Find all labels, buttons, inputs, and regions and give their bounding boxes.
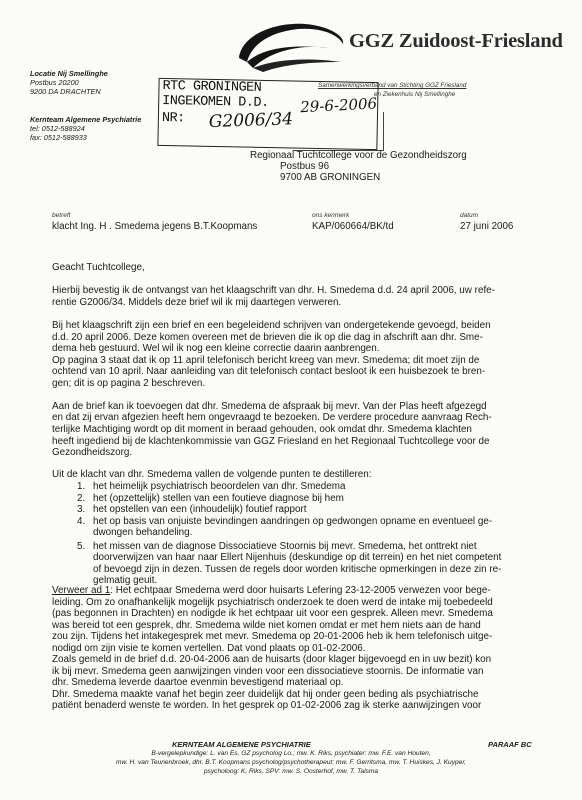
addressee-block	[250, 150, 467, 184]
verweer-first-line: : Het echtpaar Smedema werd door huisarts Lefering 23-12-2005 verwezen voor bege-	[110, 585, 491, 596]
sender-fax: fax: 0512-588933	[30, 132, 87, 142]
list-item-number: 2.	[77, 492, 86, 504]
reference-date	[460, 212, 513, 232]
list-item-line: doorverwijzen van haar naar Ellert Nijenhuis (deskundige op dit terrein) en het niet competent	[93, 552, 502, 564]
paragraph-line: en dat zij ervan afgezien heeft hem ongevraagd te bezoeken. De verdere procedure aanvraag Rech-	[52, 412, 492, 424]
paragraph-line: heeft ingediend bij de klachtenkommissie van GGZ Friesland en het Regionaal Tuchtcollege voor de	[52, 435, 490, 447]
reference-value: klacht Ing. H . Smedema jegens B.T.Koopmans	[52, 221, 258, 232]
paragraph	[52, 285, 562, 308]
paragraph	[52, 320, 562, 424]
list-item	[77, 516, 577, 539]
complaint-points-list	[77, 481, 577, 587]
paragraph-line: Op pagina 3 staat dat ik op 11 april telefonisch bericht kreeg van mevr. Smedema; dit moet zijn de	[52, 354, 480, 366]
paragraph-line: zou zijn. Tijdens het intakegesprek met mevr. Smedema op 20-01-2006 heb ik hem telefonisch uitge-	[52, 631, 493, 643]
footer-paraaf: PARAAF BC	[488, 740, 532, 749]
footer-line: B-vergelepkundige: L. van Es, GZ psycholog Lo.; mw. K. Riks, psychiater: mw. F.E. van Houten,	[151, 750, 431, 757]
list-item-line: het missen van de diagnose Dissociatieve Stoornis bij mevr. Smedema, het onttrekt niet	[93, 540, 477, 552]
stamp-handwritten-number: G2006/34	[208, 109, 294, 133]
sender-team	[30, 116, 141, 142]
salutation: Geacht Tuchtcollege,	[52, 262, 145, 273]
paragraph-line: Bij het klaagschrift zijn een brief en een begeleidend schrijven van ondergetekende gevoegd, beiden	[52, 320, 491, 331]
paragraph-line: Hierbij bevestig ik de ontvangst van het klaagschrift van dhr. H. Smedema d.d. 24 april 2006, uw refe-	[52, 285, 495, 296]
organization-subtitle-line: Samenwerkingsverband van Stichting GGZ Friesland	[318, 82, 467, 89]
paragraph	[52, 424, 562, 459]
sender-team-title: Kernteam Algemene Psychiatrie	[30, 115, 142, 124]
paragraph-line: Aan de brief kan ik toevoegen dat dhr. Smedema de afspraak bij mevr. Van der Plas heeft afgezegd	[52, 400, 487, 412]
reference-our-ref	[312, 212, 394, 232]
paragraph-verweer	[52, 585, 562, 712]
paragraph-line: Gezondheidszorg.	[52, 447, 133, 459]
list-item	[77, 481, 577, 493]
list-item-line: of bevoegd zijn in dezen. Tussen de regels door worden kritische opmerkingen in deze zin re-	[93, 563, 502, 575]
paragraph-line: dema heb gestuurd. Wel wil ik nog een kleine correctie daarin aanbrengen.	[52, 343, 380, 355]
list-item-line: het opstellen van een (inhoudelijk) foutief rapport	[93, 504, 307, 516]
list-item-line: dwongen behandeling.	[93, 527, 193, 539]
paragraph-line: rentie G2006/34. Middels deze brief wil ik mij daartegen verweren.	[52, 296, 342, 308]
paragraph-line: terlijke Machtiging wordt op dit moment in beraad gehouden, ook omdat dhr. Smedema klachten	[52, 424, 472, 435]
list-item-number: 1.	[77, 481, 86, 492]
verweer-heading: Verweer ad 1	[52, 585, 111, 596]
addressee-city: 9700 AB GRONINGEN	[280, 172, 381, 184]
paragraph-line	[52, 585, 562, 597]
list-item-number: 3.	[77, 504, 86, 516]
footer-line: psycholoog: K. Riks, SPV: mw. S. Oosterhof, mw. T. Talsma	[203, 767, 379, 775]
list-item	[77, 504, 577, 516]
stamp-line: INGEKOMEN D.D.	[162, 93, 269, 112]
stamp-line: NR:	[161, 110, 185, 127]
reference-label: ons kenmerk	[312, 212, 350, 219]
list-item	[77, 493, 577, 505]
sender-location-title: Locatie Nij Smellinghe	[30, 69, 108, 78]
reference-subject	[52, 212, 257, 232]
reference-value: KAP/060664/BK/td	[312, 221, 394, 232]
ggz-logo-swoosh-icon	[233, 18, 349, 74]
list-item-line: het heimelijk psychiatrisch beoordelen van dhr. Smedema	[93, 481, 346, 492]
paragraph-line: Zoals gemeld in de brief d.d. 20-04-2006 aan de huisarts (door klager bijgevoegd en in uw bezit) kon	[52, 654, 492, 666]
footer-title: KERNTEAM ALGEMENE PSYCHIATRIE	[172, 740, 311, 749]
paragraph-line: patiënt benaderd wenste te worden. In het gesprek op 01-02-2006 zag ik sterke aanwijzingen voor	[52, 700, 482, 712]
list-item	[77, 541, 577, 587]
paragraph-line: gen; dit is op pagina 2 beschreven.	[52, 377, 206, 389]
paragraph-line: nodigd om zijn visie te komen vertellen. Dat vond plaats op 01-02-2006.	[52, 642, 366, 654]
addressee-name: Regionaal Tuchtcollege voor de Gezondheidszorg	[250, 150, 467, 161]
list-item-line: het op basis van onjuiste bevindingen aandringen op gedwongen opname en eventueel ge-	[93, 515, 493, 527]
received-stamp	[157, 78, 378, 150]
paragraph-line: ochtend van 10 april. Naar aanleiding van dit telefonisch contact besloot ik een huisbezoek te bren-	[52, 366, 486, 378]
addressee-po-box: Postbus 96	[280, 161, 330, 173]
paragraph-line: d.d. 20 april 2006. Deze komen overeen met de brieven die ik op die dag in afschrift aan dhr. Sme-	[52, 331, 483, 343]
paragraph-line	[52, 389, 562, 401]
paragraph-line: (pas begonnen in Drachten) en nodigde ik het echtpaar uit voor een gesprek. Alleen mevr. Smedema	[52, 608, 493, 620]
paragraph-line: dhr. Smedema leverde daartoe evenmin bevestigend materiaal op.	[52, 677, 344, 689]
list-item-number: 4.	[77, 515, 86, 527]
list-item-number: 5.	[77, 540, 86, 552]
reference-label: datum	[460, 212, 479, 219]
complaint-list-intro: Uit de klacht van dhr. Smedema vallen de volgende punten te destilleren:	[52, 469, 372, 480]
paragraph-line: was bereid tot een gesprek, dhr. Smedema wilde niet komen omdat er met hem niets aan de hand	[52, 619, 481, 631]
sender-po-box: Postbus 20200	[30, 77, 79, 87]
list-item-line: gelmatig geuit.	[93, 575, 158, 587]
paragraph-line: leiding. Om zo onafhankelijk mogelijk psychiatrisch onderzoek te doen werd de intake mij toebedeeld	[52, 596, 493, 608]
reference-value: 27 juni 2006	[460, 221, 514, 232]
sender-tel: tel: 0512-588924	[30, 123, 85, 133]
reference-label: betreft	[52, 212, 71, 219]
organization-name: GGZ Zuidoost-Friesland	[349, 30, 563, 52]
stamp-handwritten-date: 29-6-2006	[299, 94, 378, 117]
footer-staff-list	[0, 750, 582, 776]
paragraph-line: ik bij mevr. Smedema geen aanwijzingen vinden voor een dissociatieve stoornis. De informatie van	[52, 665, 484, 677]
paragraph-line: Dhr. Smedema maakte vanaf het begin zeer duidelijk dat hij onder geen beding als psychiatrische	[52, 688, 479, 700]
footer-line: mw. H. van Teunenbroek, dhr. B.T. Koopmans psycholog/psychotherapeut: mw. F. Gerritsma, mw. T. Huiskes, J. Kuyper,	[116, 758, 466, 766]
stamp-line: RTC GRONINGEN	[162, 78, 262, 96]
organization-subtitle-line: en Ziekenhuis Nij Smellinghe	[374, 90, 456, 98]
sender-location	[30, 70, 108, 96]
sender-city: 9200 DA DRACHTEN	[30, 86, 101, 96]
list-item-line: het (opzettelijk) stellen van een foutieve diagnose bij hem	[93, 492, 344, 504]
